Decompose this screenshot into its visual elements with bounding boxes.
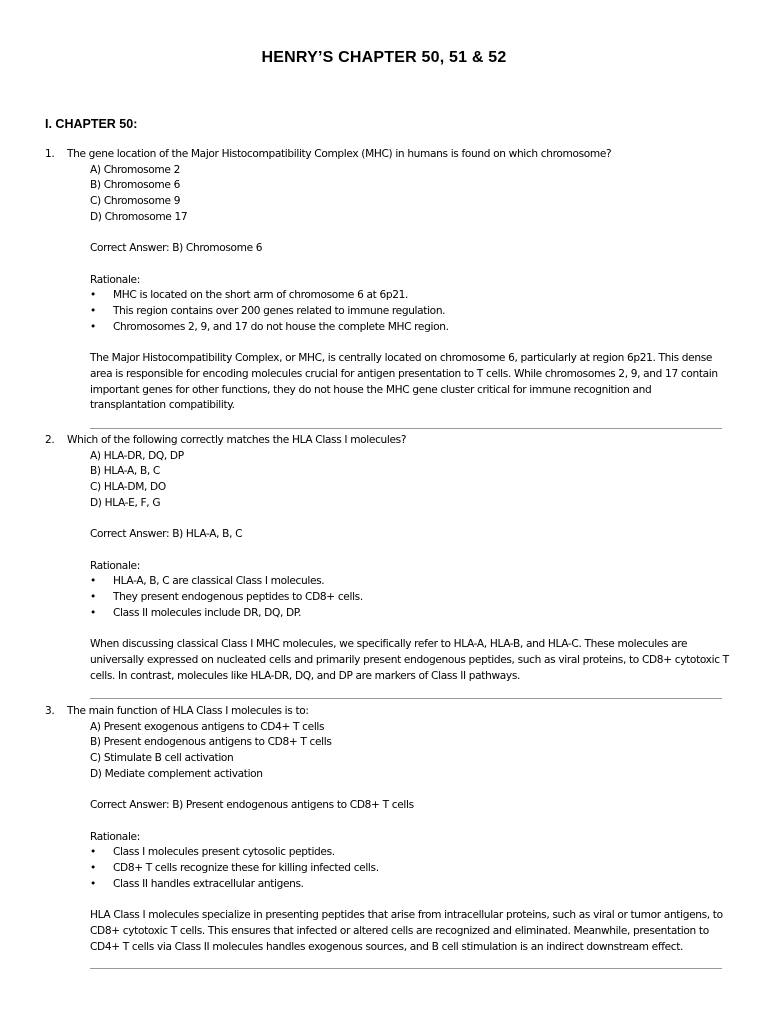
chapter-heading: I. CHAPTER 50: [45, 117, 138, 131]
rationale-label: Rationale: [90, 830, 140, 843]
rationale-text: They present endogenous peptides to CD8+ cells. [113, 591, 363, 603]
rationale-item [45, 877, 725, 893]
correct-answer: Correct Answer: B) HLA-A, B, C [90, 528, 243, 541]
option-c: C) Chromosome 9 [90, 195, 181, 208]
rationale-item [45, 304, 725, 320]
section-divider [90, 968, 722, 969]
option-b: B) Chromosome 6 [90, 179, 180, 192]
option-list [45, 449, 725, 512]
rationale-text: Chromosomes 2, 9, and 17 do not house the complete MHC region. [113, 320, 449, 333]
rationale-item [45, 590, 725, 606]
explanation-paragraph: The Major Histocompatibility Complex, or MHC, is centrally located on chromosome 6, particularly at region 6p21. This dense area is responsible for encoding molecules crucial for antigen presentation to T cells. While chromosomes 2, 9, and 17 contain important genes for other functions, they do not house the MHC gene cluster critical for immune recognition and transplantation compatibility. [90, 352, 718, 412]
bullet-icon: • [90, 862, 96, 874]
rationale-item [45, 320, 725, 336]
option-b: B) Present endogenous antigens to CD8+ T cells [90, 736, 332, 749]
question-stem [45, 433, 725, 449]
option-d: D) Mediate complement activation [90, 767, 263, 780]
question-number: 1. [45, 148, 55, 160]
bullet-icon: • [90, 289, 96, 302]
rationale-item [45, 574, 725, 590]
question-number: 3. [45, 705, 55, 717]
question-block [45, 147, 725, 414]
rationale-text: This region contains over 200 genes related to immune regulation. [113, 305, 446, 317]
section-divider [90, 698, 722, 699]
question-text: The gene location of the Major Histocompatibility Complex (MHC) in humans is found on which chromosome? [67, 148, 612, 160]
question-text: The main function of HLA Class I molecules is to: [67, 705, 309, 717]
option-a: A) HLA-DR, DQ, DP [90, 449, 184, 462]
option-a: A) Present exogenous antigens to CD4+ T cells [90, 720, 325, 733]
question-block [45, 704, 725, 955]
document-title: HENRY’S CHAPTER 50, 51 & 52 [261, 49, 507, 66]
rationale-item [45, 845, 725, 861]
explanation-paragraph: When discussing classical Class I MHC molecules, we specifically refer to HLA-A, HLA-B, and HLA-C. These molecules are universally expressed on nucleated cells and primarily present endogenous peptides, such as viral proteins, to CD8+ cytotoxic T cells. In contrast, molecules like HLA-DR, DQ, and DP are markers of Class II pathways. [90, 638, 729, 682]
bullet-icon: • [90, 305, 96, 317]
rationale-item [45, 861, 725, 877]
option-d: D) HLA-E, F, G [90, 496, 161, 509]
option-list [45, 163, 725, 226]
option-d: D) Chromosome 17 [90, 210, 188, 223]
bullet-icon: • [90, 846, 96, 859]
rationale-item [45, 606, 725, 622]
explanation-paragraph: HLA Class I molecules specialize in presenting peptides that arise from intracellular proteins, such as viral or tumor antigens, to CD8+ cytotoxic T cells. This ensures that infected or altered cells are recognized and eliminated. Meanwhile, presentation to CD4+ T cells via Class II molecules handles exogenous sources, and B cell stimulation is an indirect downstream effect. [90, 909, 723, 953]
option-b: B) HLA-A, B, C [90, 465, 160, 478]
bullet-icon: • [90, 606, 96, 619]
correct-answer: Correct Answer: B) Chromosome 6 [90, 242, 263, 255]
rationale-text: Class II handles extracellular antigens. [113, 877, 304, 890]
question-number: 2. [45, 434, 55, 446]
option-list [45, 720, 725, 783]
option-c: C) Stimulate B cell activation [90, 752, 234, 765]
question-block [45, 433, 729, 684]
rationale-item [45, 288, 725, 304]
rationale-list [45, 574, 725, 621]
rationale-text: MHC is located on the short arm of chromosome 6 at 6p21. [113, 289, 409, 302]
rationale-list [45, 288, 725, 335]
option-c: C) HLA-DM, DO [90, 481, 166, 494]
rationale-text: HLA-A, B, C are classical Class I molecules. [113, 575, 325, 588]
rationale-list [45, 845, 725, 892]
bullet-icon: • [90, 877, 96, 890]
bullet-icon: • [90, 575, 96, 588]
correct-answer: Correct Answer: B) Present endogenous antigens to CD8+ T cells [90, 799, 414, 812]
question-stem [45, 147, 725, 163]
bullet-icon: • [90, 591, 96, 603]
rationale-text: CD8+ T cells recognize these for killing infected cells. [113, 862, 379, 874]
rationale-label: Rationale: [90, 559, 140, 572]
section-divider [90, 428, 722, 429]
rationale-label: Rationale: [90, 273, 140, 286]
question-stem [45, 704, 725, 720]
question-text: Which of the following correctly matches the HLA Class I molecules? [67, 434, 407, 446]
bullet-icon: • [90, 320, 96, 333]
rationale-text: Class II molecules include DR, DQ, DP. [113, 606, 302, 619]
option-a: A) Chromosome 2 [90, 163, 180, 176]
rationale-text: Class I molecules present cytosolic peptides. [113, 846, 335, 859]
